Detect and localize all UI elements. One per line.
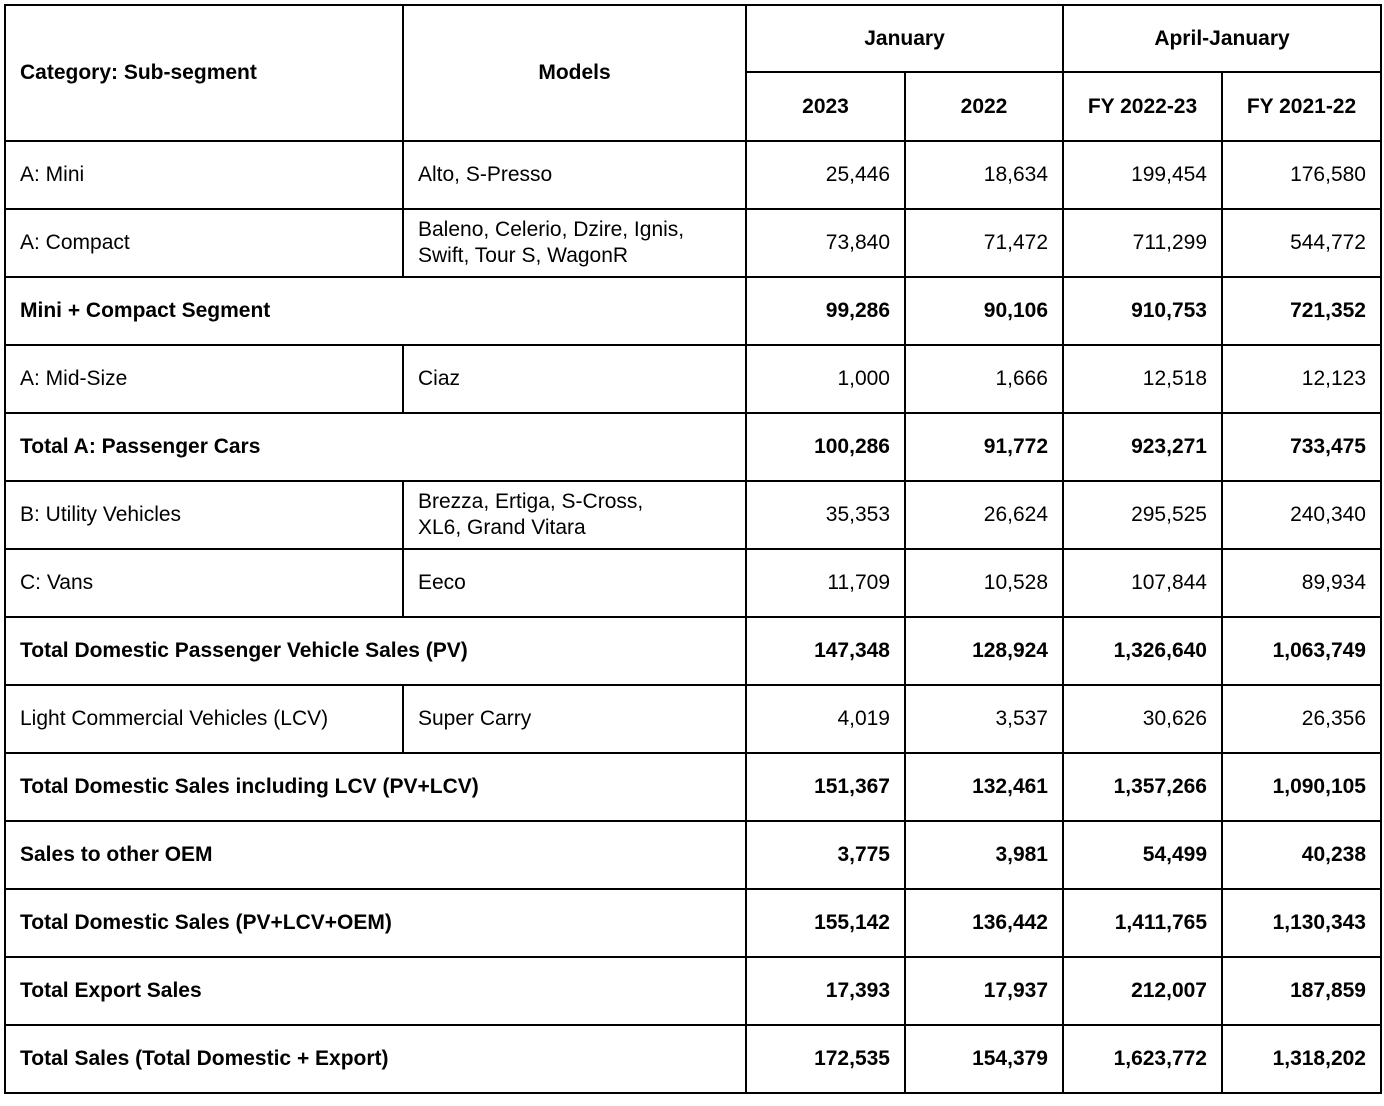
value-cell: 17,937 xyxy=(905,957,1063,1025)
value-cell: 107,844 xyxy=(1063,549,1222,617)
value-cell: 3,775 xyxy=(746,821,905,889)
value-cell: 721,352 xyxy=(1222,277,1381,345)
value-cell: 1,318,202 xyxy=(1222,1025,1381,1093)
models-cell: Eeco xyxy=(403,549,746,617)
table-row xyxy=(5,345,1381,413)
value-cell: 172,535 xyxy=(746,1025,905,1093)
year-2023-header: 2023 xyxy=(746,72,905,141)
value-cell: 544,772 xyxy=(1222,209,1381,277)
value-cell: 3,981 xyxy=(905,821,1063,889)
total-row xyxy=(5,617,1381,685)
total-label: Total Domestic Sales including LCV (PV+LCV) xyxy=(5,753,746,821)
category-cell: A: Compact xyxy=(5,209,403,277)
value-cell: 711,299 xyxy=(1063,209,1222,277)
april-january-header: April-January xyxy=(1063,5,1381,72)
total-row xyxy=(5,413,1381,481)
value-cell: 1,357,266 xyxy=(1063,753,1222,821)
value-cell: 128,924 xyxy=(905,617,1063,685)
table-row xyxy=(5,481,1381,549)
models-line: XL6, Grand Vitara xyxy=(418,516,586,539)
total-label: Total Domestic Passenger Vehicle Sales (PV) xyxy=(5,617,746,685)
value-cell: 212,007 xyxy=(1063,957,1222,1025)
models-cell: Super Carry xyxy=(403,685,746,753)
value-cell: 923,271 xyxy=(1063,413,1222,481)
total-label: Total Export Sales xyxy=(5,957,746,1025)
value-cell: 187,859 xyxy=(1222,957,1381,1025)
category-cell: A: Mini xyxy=(5,141,403,209)
year-2022-header: 2022 xyxy=(905,72,1063,141)
value-cell: 910,753 xyxy=(1063,277,1222,345)
models-cell: Ciaz xyxy=(403,345,746,413)
value-cell: 1,623,772 xyxy=(1063,1025,1222,1093)
value-cell: 132,461 xyxy=(905,753,1063,821)
value-cell: 11,709 xyxy=(746,549,905,617)
value-cell: 100,286 xyxy=(746,413,905,481)
value-cell: 240,340 xyxy=(1222,481,1381,549)
value-cell: 17,393 xyxy=(746,957,905,1025)
value-cell: 40,238 xyxy=(1222,821,1381,889)
value-cell: 18,634 xyxy=(905,141,1063,209)
value-cell: 1,411,765 xyxy=(1063,889,1222,957)
models-header: Models xyxy=(403,5,746,141)
value-cell: 35,353 xyxy=(746,481,905,549)
table-header xyxy=(5,5,1381,141)
value-cell: 3,537 xyxy=(905,685,1063,753)
value-cell: 12,518 xyxy=(1063,345,1222,413)
value-cell: 1,130,343 xyxy=(1222,889,1381,957)
total-row xyxy=(5,957,1381,1025)
models-cell: Alto, S-Presso xyxy=(403,141,746,209)
january-header: January xyxy=(746,5,1063,72)
value-cell: 295,525 xyxy=(1063,481,1222,549)
value-cell: 4,019 xyxy=(746,685,905,753)
category-cell: A: Mid-Size xyxy=(5,345,403,413)
sales-table xyxy=(4,4,1382,1094)
value-cell: 90,106 xyxy=(905,277,1063,345)
table-row xyxy=(5,685,1381,753)
value-cell: 155,142 xyxy=(746,889,905,957)
value-cell: 73,840 xyxy=(746,209,905,277)
value-cell: 1,326,640 xyxy=(1063,617,1222,685)
table-row xyxy=(5,141,1381,209)
category-cell: B: Utility Vehicles xyxy=(5,481,403,549)
table-row xyxy=(5,549,1381,617)
value-cell: 154,379 xyxy=(905,1025,1063,1093)
value-cell: 1,090,105 xyxy=(1222,753,1381,821)
total-label: Sales to other OEM xyxy=(5,821,746,889)
value-cell: 71,472 xyxy=(905,209,1063,277)
value-cell: 733,475 xyxy=(1222,413,1381,481)
category-cell: C: Vans xyxy=(5,549,403,617)
value-cell: 151,367 xyxy=(746,753,905,821)
value-cell: 199,454 xyxy=(1063,141,1222,209)
value-cell: 89,934 xyxy=(1222,549,1381,617)
value-cell: 25,446 xyxy=(746,141,905,209)
table-body xyxy=(5,141,1381,1093)
total-row xyxy=(5,1025,1381,1093)
value-cell: 1,000 xyxy=(746,345,905,413)
total-label: Total Domestic Sales (PV+LCV+OEM) xyxy=(5,889,746,957)
total-row xyxy=(5,889,1381,957)
value-cell: 54,499 xyxy=(1063,821,1222,889)
total-label: Mini + Compact Segment xyxy=(5,277,746,345)
category-header: Category: Sub-segment xyxy=(5,5,403,141)
category-cell: Light Commercial Vehicles (LCV) xyxy=(5,685,403,753)
value-cell: 136,442 xyxy=(905,889,1063,957)
value-cell: 12,123 xyxy=(1222,345,1381,413)
total-row xyxy=(5,277,1381,345)
value-cell: 99,286 xyxy=(746,277,905,345)
total-row xyxy=(5,753,1381,821)
value-cell: 26,624 xyxy=(905,481,1063,549)
total-label: Total Sales (Total Domestic + Export) xyxy=(5,1025,746,1093)
total-row xyxy=(5,821,1381,889)
value-cell: 91,772 xyxy=(905,413,1063,481)
fy-2022-23-header: FY 2022-23 xyxy=(1063,72,1222,141)
models-cell xyxy=(403,209,746,277)
table-row xyxy=(5,209,1381,277)
value-cell: 1,063,749 xyxy=(1222,617,1381,685)
value-cell: 147,348 xyxy=(746,617,905,685)
total-label: Total A: Passenger Cars xyxy=(5,413,746,481)
value-cell: 1,666 xyxy=(905,345,1063,413)
models-cell xyxy=(403,481,746,549)
header-row-1 xyxy=(5,5,1381,72)
value-cell: 30,626 xyxy=(1063,685,1222,753)
value-cell: 26,356 xyxy=(1222,685,1381,753)
models-line: Baleno, Celerio, Dzire, Ignis, xyxy=(418,218,685,241)
value-cell: 176,580 xyxy=(1222,141,1381,209)
fy-2021-22-header: FY 2021-22 xyxy=(1222,72,1381,141)
models-line: Brezza, Ertiga, S-Cross, xyxy=(418,490,644,513)
value-cell: 10,528 xyxy=(905,549,1063,617)
models-line: Swift, Tour S, WagonR xyxy=(418,244,629,267)
